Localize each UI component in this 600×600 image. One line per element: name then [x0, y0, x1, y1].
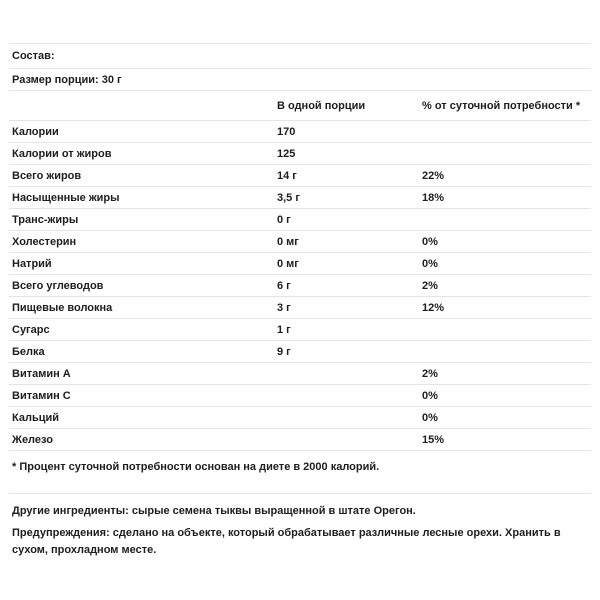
column-header-per-serving: В одной порции [277, 99, 366, 112]
nutrient-label: Калории [12, 125, 59, 138]
table-row [9, 319, 591, 341]
table-row [9, 385, 591, 407]
nutrient-label: Белка [12, 345, 45, 358]
nutrient-amount: 0 г [277, 213, 291, 226]
nutrient-amount: 3 г [277, 301, 291, 314]
nutrient-daily-value: 0% [422, 411, 438, 424]
nutrient-daily-value: 0% [422, 389, 438, 402]
nutrient-label: Железо [12, 433, 53, 446]
nutrient-label: Калории от жиров [12, 147, 112, 160]
nutrient-label: Транс-жиры [12, 213, 79, 226]
nutrient-daily-value: 0% [422, 257, 438, 270]
nutrient-label: Витамин А [12, 367, 71, 380]
table-header-row [9, 91, 591, 121]
table-row [9, 275, 591, 297]
nutrient-rows [9, 121, 591, 451]
table-row [9, 165, 591, 187]
nutrient-label: Сугарс [12, 323, 50, 336]
table-row [9, 121, 591, 143]
warnings-text: Предупреждения: сделано на объекте, который обрабатывает различные лесные орехи. Хранить в сухом, прохладном месте. [12, 527, 561, 556]
serving-size-row [9, 69, 591, 91]
serving-size-label: Размер порции: 30 г [12, 73, 122, 86]
nutrient-daily-value: 12% [422, 301, 445, 314]
table-row [9, 363, 591, 385]
table-row [9, 143, 591, 165]
nutrient-amount: 125 [277, 147, 296, 160]
nutrient-label: Насыщенные жиры [12, 191, 120, 204]
nutrient-daily-value: 0% [422, 235, 438, 248]
table-row [9, 187, 591, 209]
nutrient-amount: 170 [277, 125, 296, 138]
table-row [9, 231, 591, 253]
nutrient-label: Пищевые волокна [12, 301, 113, 314]
nutrient-label: Всего углеводов [12, 279, 104, 292]
composition-row [9, 44, 591, 69]
daily-value-footnote: * Процент суточной потребности основан на диете в 2000 калорий. [9, 451, 591, 494]
other-ingredients-text: Другие ингредиенты: сырые семена тыквы выращенной в штате Орегон. [12, 505, 416, 517]
nutrient-label: Кальций [12, 411, 60, 424]
table-row [9, 341, 591, 363]
nutrient-amount: 14 г [277, 169, 297, 182]
nutrient-label: Натрий [12, 257, 52, 270]
composition-label: Состав: [12, 50, 55, 62]
nutrition-facts-panel [9, 43, 591, 559]
table-row [9, 253, 591, 275]
nutrient-amount: 0 мг [277, 235, 299, 248]
nutrient-amount: 9 г [277, 345, 291, 358]
table-row [9, 297, 591, 319]
nutrient-label: Холестерин [12, 235, 77, 248]
nutrient-amount: 1 г [277, 323, 291, 336]
nutrient-amount: 3,5 г [277, 191, 300, 204]
nutrient-daily-value: 2% [422, 279, 438, 292]
nutrient-daily-value: 15% [422, 433, 445, 446]
column-header-daily-value: % от суточной потребности * [422, 99, 581, 112]
nutrient-daily-value: 18% [422, 191, 445, 204]
nutrient-daily-value: 2% [422, 367, 438, 380]
nutrient-amount: 6 г [277, 279, 291, 292]
nutrient-amount: 0 мг [277, 257, 299, 270]
nutrient-daily-value: 22% [422, 169, 445, 182]
nutrient-label: Витамин C [12, 389, 71, 402]
table-row [9, 429, 591, 451]
nutrient-label: Всего жиров [12, 169, 82, 182]
table-row [9, 209, 591, 231]
table-row [9, 407, 591, 429]
